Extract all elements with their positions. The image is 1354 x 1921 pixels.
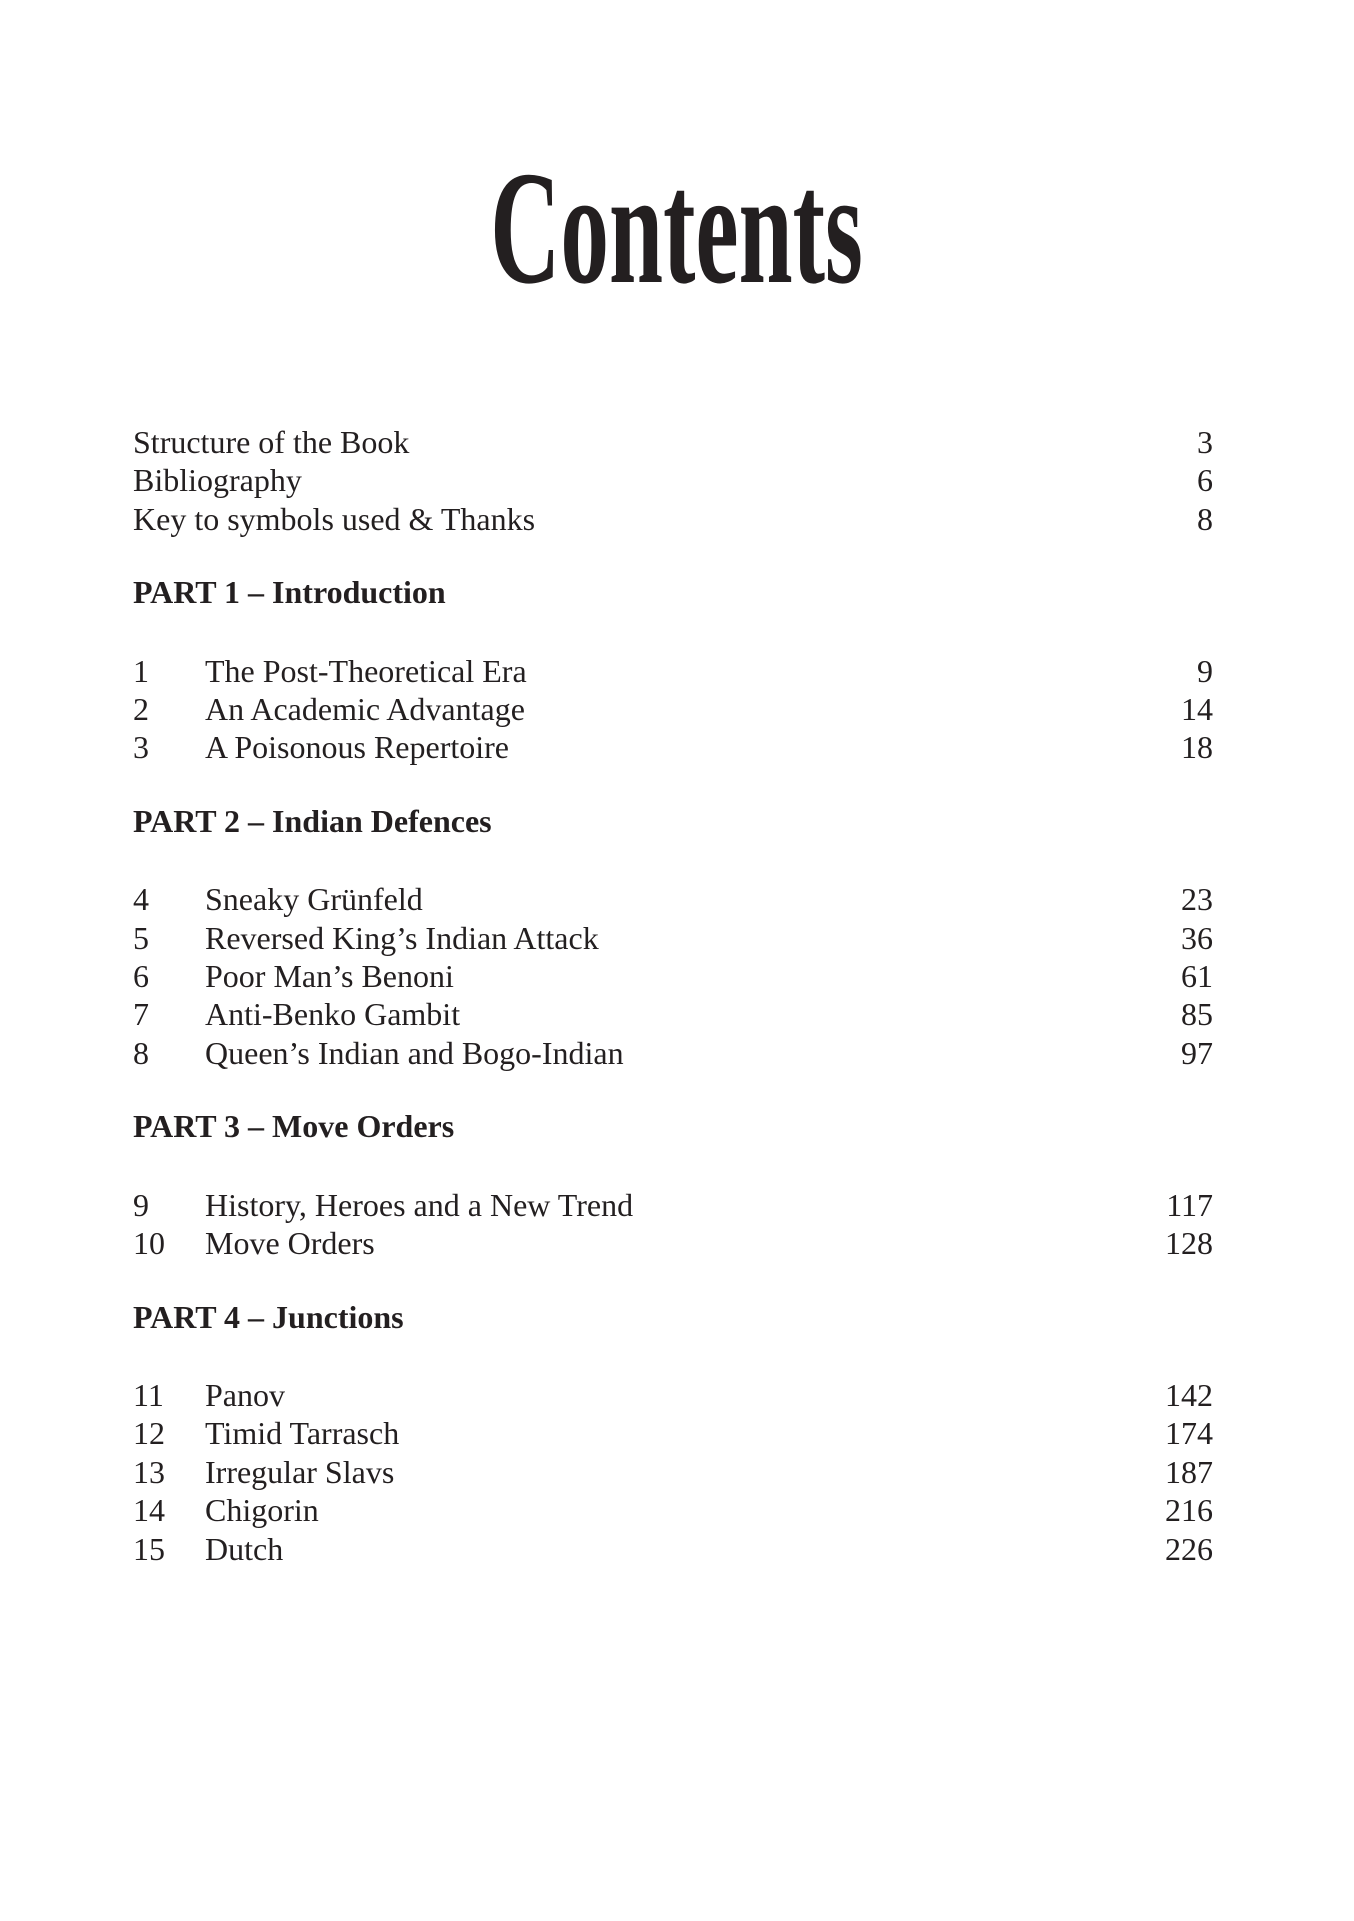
chapter-entry xyxy=(133,880,1213,918)
chapter-number: 10 xyxy=(133,1225,165,1262)
chapter-page-number: 14 xyxy=(1181,691,1213,728)
toc-entry-page-number: 8 xyxy=(1197,500,1213,537)
page-title-text: Contents xyxy=(490,139,864,318)
toc-entry xyxy=(133,461,1213,499)
chapter-number: 5 xyxy=(133,919,149,956)
chapter-title: Sneaky Grünfeld xyxy=(205,881,423,918)
chapter-title: Anti-Benko Gambit xyxy=(205,996,461,1033)
chapter-title: The Post-Theoretical Era xyxy=(205,652,527,689)
toc-entry-title: Key to symbols used & Thanks xyxy=(133,500,536,537)
part-heading: PART 1 – Introduction xyxy=(133,574,446,611)
chapter-entry xyxy=(133,1224,1213,1262)
chapter-list xyxy=(133,1186,1213,1263)
toc-entry xyxy=(133,423,1213,461)
toc-entry-title: Structure of the Book xyxy=(133,424,410,460)
chapter-number: 9 xyxy=(133,1186,149,1223)
chapter-title: Poor Man’s Benoni xyxy=(205,958,454,995)
chapter-page-number: 128 xyxy=(1165,1225,1213,1262)
chapter-page-number: 226 xyxy=(1165,1530,1213,1567)
part-section xyxy=(133,1298,1213,1568)
chapter-entry xyxy=(133,1491,1213,1529)
toc-entry-title: Bibliography xyxy=(133,462,302,499)
chapter-title: Reversed King’s Indian Attack xyxy=(205,919,599,956)
chapter-entry xyxy=(133,1376,1213,1414)
chapter-page-number: 61 xyxy=(1181,958,1213,995)
chapter-number: 14 xyxy=(133,1492,165,1529)
chapter-title: History, Heroes and a New Trend xyxy=(205,1186,634,1223)
part-section xyxy=(133,1107,1213,1262)
chapter-title: Irregular Slavs xyxy=(205,1453,395,1490)
table-of-contents xyxy=(133,423,1213,1568)
chapter-number: 4 xyxy=(133,881,149,918)
chapter-page-number: 117 xyxy=(1166,1186,1213,1223)
chapter-title: An Academic Advantage xyxy=(205,691,525,728)
chapter-entry xyxy=(133,957,1213,995)
front-matter-list xyxy=(133,423,1213,538)
chapter-entry xyxy=(133,690,1213,728)
toc-entry-page-number: 6 xyxy=(1197,462,1213,499)
chapter-entry xyxy=(133,1414,1213,1452)
chapter-title: Chigorin xyxy=(205,1492,319,1529)
chapter-number: 7 xyxy=(133,996,149,1033)
chapter-entry xyxy=(133,1453,1213,1491)
chapter-page-number: 18 xyxy=(1181,729,1213,766)
chapter-page-number: 174 xyxy=(1165,1415,1213,1452)
chapter-page-number: 187 xyxy=(1165,1453,1213,1490)
chapter-number: 3 xyxy=(133,729,149,766)
chapter-title: Queen’s Indian and Bogo-Indian xyxy=(205,1034,624,1071)
chapter-number: 15 xyxy=(133,1530,165,1567)
chapter-entry xyxy=(133,652,1213,690)
chapter-number: 13 xyxy=(133,1453,165,1490)
chapter-number: 8 xyxy=(133,1034,149,1071)
part-heading: PART 4 – Junctions xyxy=(133,1298,404,1335)
part-heading: PART 2 – Indian Defences xyxy=(133,802,492,839)
chapter-list xyxy=(133,652,1213,767)
chapter-title: Move Orders xyxy=(205,1225,375,1262)
chapter-number: 2 xyxy=(133,691,149,728)
chapter-page-number: 85 xyxy=(1181,996,1213,1033)
chapter-entry xyxy=(133,919,1213,957)
parts-list xyxy=(133,573,1213,1568)
chapter-entry xyxy=(133,1530,1213,1568)
part-section xyxy=(133,802,1213,1072)
chapter-entry xyxy=(133,1034,1213,1072)
toc-entry xyxy=(133,500,1213,538)
chapter-entry xyxy=(133,1186,1213,1224)
chapter-page-number: 9 xyxy=(1197,652,1213,689)
page-title xyxy=(0,139,1354,318)
chapter-page-number: 97 xyxy=(1181,1034,1213,1071)
chapter-number: 11 xyxy=(133,1376,164,1413)
chapter-list xyxy=(133,1376,1213,1568)
chapter-title: Panov xyxy=(205,1376,285,1413)
chapter-page-number: 36 xyxy=(1181,919,1213,956)
chapter-page-number: 142 xyxy=(1165,1376,1213,1413)
toc-entry-page-number: 3 xyxy=(1197,424,1213,460)
chapter-title: Timid Tarrasch xyxy=(205,1415,400,1452)
chapter-title: Dutch xyxy=(205,1530,284,1567)
chapter-page-number: 216 xyxy=(1165,1492,1213,1529)
chapter-entry xyxy=(133,728,1213,766)
chapter-page-number: 23 xyxy=(1181,881,1213,918)
chapter-number: 6 xyxy=(133,958,149,995)
chapter-number: 1 xyxy=(133,652,149,689)
chapter-title: A Poisonous Repertoire xyxy=(205,729,509,766)
part-section xyxy=(133,573,1213,767)
part-heading: PART 3 – Move Orders xyxy=(133,1108,455,1145)
chapter-number: 12 xyxy=(133,1415,165,1452)
chapter-entry xyxy=(133,995,1213,1033)
chapter-list xyxy=(133,880,1213,1072)
